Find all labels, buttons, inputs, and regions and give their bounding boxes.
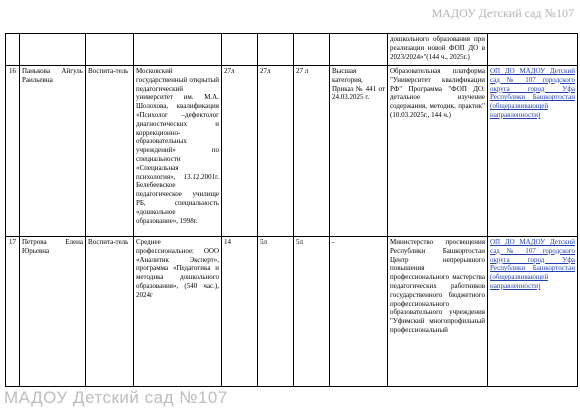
cell-pedagogical-experience: 27л [258, 66, 294, 237]
header-watermark: МАДОУ Детский сад №107 [431, 6, 574, 20]
staff-table [5, 33, 578, 387]
footer-watermark: МАДОУ Детский сад №107 [4, 388, 228, 407]
cell-education: Московский государственный открытый педагогический университет им. М.А. Шолохова, квалификация «Психолог –дефектолог диагностических и коррекционно-образовательных учреждений» по специальности «Специальная психология», 13.12.2001г. Белебеевское педагогическое училище РБ, специальность «дошкольное образование», 1998г. [134, 66, 222, 237]
table-row [6, 237, 578, 387]
cell-number: 17 [6, 237, 20, 387]
cell-name: Петрова Елена Юрьевна [20, 237, 86, 387]
table-row [6, 34, 578, 66]
cell-program [488, 66, 578, 237]
cell-category: - [330, 237, 388, 387]
cell-training: дошкольного образования при реализации новой ФОП ДО в 2023/2024»"(144 ч., 2025г.) [388, 34, 488, 66]
cell-name: Панькова Айгуль Раильевна [20, 66, 86, 237]
cell-program [488, 237, 578, 387]
program-link[interactable]: ОП ДО МАДОУ Детский сад № 107 городского округа город Уфа Республики Башкортостан (общеразвивающей направленности) [490, 67, 575, 119]
table-row [6, 66, 578, 237]
cell-education: Среднее профессиональное: ООО «Аналитик Эксперт», программа «Педагогика и методика дошкольного образования», (540 час.), 2024г [134, 237, 222, 387]
cell-training: Министерство просвещения Республики Башкортостан Центр непрерывного повышения профессионального мастерства педагогических работников государственного бюджетного профессионального образовательного учреждения "Уфимский многопрофильный профессиональный [388, 237, 488, 387]
cell-pedagogical-experience: 5л [258, 237, 294, 387]
cell-number: 16 [6, 66, 20, 237]
cell-position: Воспита-тель [86, 66, 134, 237]
cell-training: Образовательная платформа "Университет квалификации РФ" Программа "ФОП ДО: детальное изучение содержания, методик, практик" (10.03.2025г., 144 ч.) [388, 66, 488, 237]
cell-total-experience [222, 34, 258, 66]
cell-name [20, 34, 86, 66]
cell-institution-experience: 27 л [294, 66, 330, 237]
cell-category: Высшая категория, Приказ № 441 от 24.03.2025 г. [330, 66, 388, 237]
cell-position: Воспита-тель [86, 237, 134, 387]
cell-number [6, 34, 20, 66]
cell-total-experience: 14 [222, 237, 258, 387]
cell-position [86, 34, 134, 66]
cell-category [330, 34, 388, 66]
cell-pedagogical-experience [258, 34, 294, 66]
cell-institution-experience [294, 34, 330, 66]
program-link[interactable]: ОП ДО МАДОУ Детский сад № 107 городского округа город Уфа Республики Башкортостан (общеразвивающей направленности) [490, 238, 575, 290]
cell-education [134, 34, 222, 66]
cell-institution-experience: 5л [294, 237, 330, 387]
cell-program [488, 34, 578, 66]
cell-total-experience: 27л [222, 66, 258, 237]
